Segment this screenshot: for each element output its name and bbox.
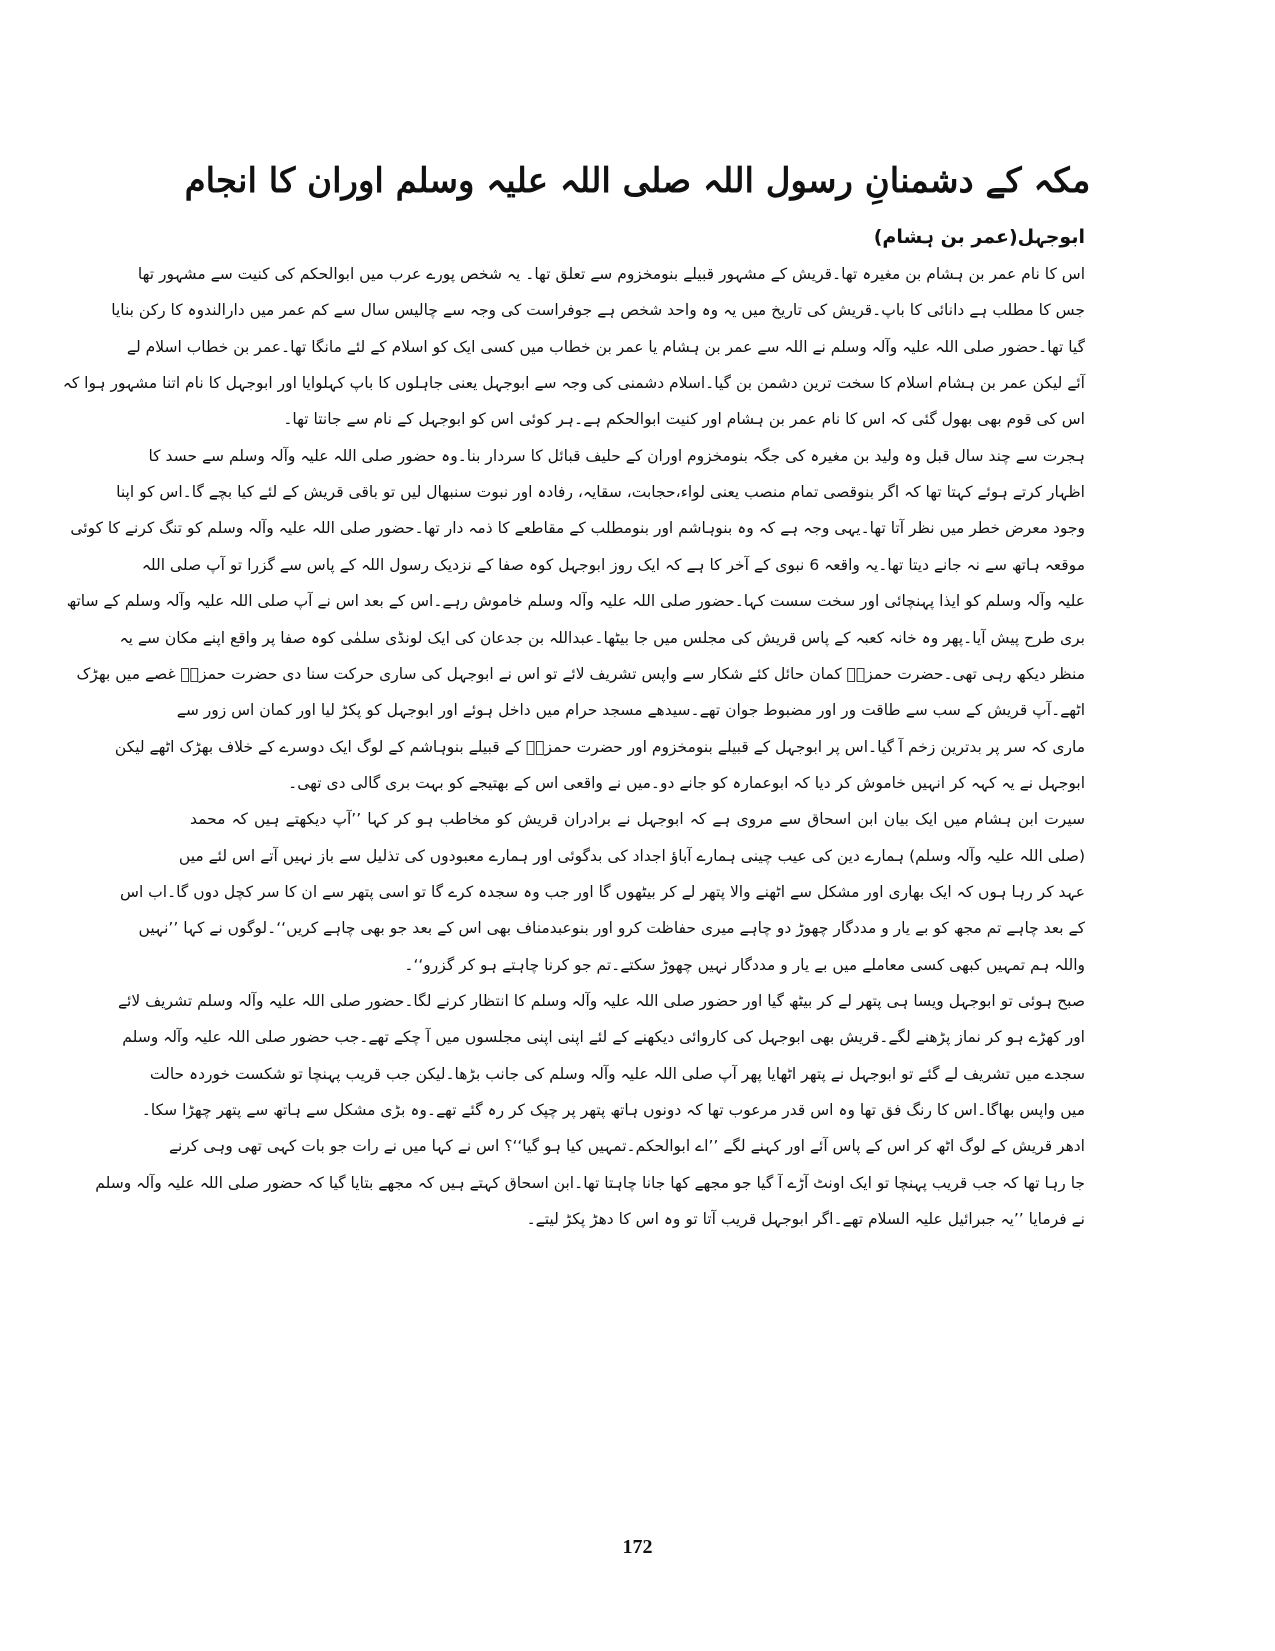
text-line: وجود معرض خطر میں نظر آتا تھا۔یہی وجہ ہے کہ وہ بنوہاشم اور بنومطلب کے مقاطعے کا ذمہ دار تھا۔حضور صلی اللہ علیہ وآلہ وسلم کو تنگ کرنے کا کوئی <box>70 519 1085 538</box>
page-number: 172 <box>622 1536 653 1558</box>
text-line: جا رہا تھا کہ جب قریب پہنچا تو ایک اونٹ آڑے آ گیا جو مجھے کھا جانا چاہتا تھا۔ابن اسحاق کہتے ہیں کہ مجھے بتایا گیا کہ حضور صلی اللہ علیہ وآلہ وسلم <box>95 1173 1085 1192</box>
text-line: گیا تھا۔حضور صلی اللہ علیہ وآلہ وسلم نے اللہ سے عمر بن ہشام یا عمر بن خطاب میں کسی ایک کو اسلام کے لئے مانگا تھا۔عمر بن خطاب اسلام لے <box>126 337 1085 356</box>
text-line: ماری کہ سر پر بدترین زخم آ گیا۔اس پر ابوجہل کے قبیلے بنومخزوم اور حضرت حمزہؓ کے قبیلے بنوہاشم کے لوگ ایک دوسرے کے خلاف بھڑک اٹھے لیکن <box>114 737 1085 756</box>
text-line: جس کا مطلب ہے دانائی کا باپ۔قریش کی تاریخ میں یہ وہ واحد شخص ہے جوفراست کی وجہ سے چالیس سال سے کم عمر میں دارالندوہ کا رکن بنایا <box>111 301 1085 320</box>
text-line: میں واپس بھاگا۔اس کا رنگ فق تھا وہ اس قدر مرعوب تھا کہ دونوں ہاتھ پتھر پر چپک کر رہ گئے تھے۔وہ بڑی مشکل سے ہاتھ سے پتھر چھڑا سکا۔ <box>141 1101 1085 1120</box>
text-line: اظہار کرتے ہوئے کہتا تھا کہ اگر بنوقصی تمام منصب یعنی لواء،حجابت، سقایہ، رفادہ اور نبوت سنبھال لیں تو باقی قریش کے لئے کیا بچے گا۔اس کو اپنا <box>116 483 1085 502</box>
text-line: صبح ہوئی تو ابوجہل ویسا ہی پتھر لے کر بیٹھ گیا اور حضور صلی اللہ علیہ وآلہ وسلم کا انتظار کرنے لگا۔حضور صلی اللہ علیہ وآلہ وسلم تشریف لائے <box>117 992 1085 1010</box>
text-line: اس کی قوم بھی بھول گئی کہ اس کا نام عمر بن ہشام اور کنیت ابوالحکم ہے۔ہر کوئی اس کو ابوجہل کے نام سے جانتا تھا۔ <box>283 410 1085 429</box>
page-title: مکہ کے دشمنانِ رسول اللہ صلی اللہ علیہ وسلم اوران کا انجام <box>184 161 1091 201</box>
text-line: علیہ وآلہ وسلم کو ایذا پہنچائی اور سخت سست کہا۔حضور صلی اللہ علیہ وآلہ وسلم خاموش رہے۔اس کے بعد اس نے آپ صلی اللہ علیہ وآلہ وسلم کے ساتھ <box>66 592 1085 611</box>
text-line: ادھر قریش کے لوگ اٹھ کر اس کے پاس آئے اور کہنے لگے ’’اے ابوالحکم۔تمہیں کیا ہو گیا‘‘؟ اس نے کہا میں نے رات جو بات کہی تھی وہی کرنے <box>168 1137 1085 1156</box>
text-line: بری طرح پیش آیا۔پھر وہ خانہ کعبہ کے پاس قریش کی مجلس میں جا بیٹھا۔عبداللہ بن جدعان کی ایک لونڈی سلمٰی کوہ صفا پر واقع اپنے مکان سے یہ <box>119 628 1085 647</box>
text-line: عہد کر رہا ہوں کہ ایک بھاری اور مشکل سے اٹھنے والا پتھر لے کر بیٹھوں گا اور جب وہ سجدہ کرے گا تو اسی پتھر سے ان کا سر کچل دوں گا۔اب اس <box>120 882 1085 901</box>
text-line: سجدے میں تشریف لے گئے تو ابوجہل نے پتھر اٹھایا پھر آپ صلی اللہ علیہ وآلہ وسلم کی جانب بڑھا۔لیکن جب قریب پہنچا تو شکست خوردہ حالت <box>149 1064 1085 1083</box>
text-line: کے بعد چاہے تم مجھ کو بے یار و مددگار چھوڑ دو چاہے میری حفاظت کرو اور بنوعبدمناف بھی اس کے بعد جو بھی چاہے کریں‘‘۔لوگوں نے کہا ’’نہیں <box>138 919 1085 938</box>
text-line: اس کا نام عمر بن ہشام بن مغیرہ تھا۔قریش کے مشہور قبیلے بنومخزوم سے تعلق تھا۔ یہ شخص پورے عرب میں ابوالحکم کی کنیت سے مشہور تھا <box>137 265 1085 283</box>
text-line: ہجرت سے چند سال قبل وہ ولید بن مغیرہ کی جگہ بنومخزوم اوران کے حلیف قبائل کا سردار بنا۔وہ حضور صلی اللہ علیہ وآلہ وسلم سے حسد کا <box>148 446 1085 465</box>
text-line: نے فرمایا ’’یہ جبرائیل علیہ السلام تھے۔اگر ابوجہل قریب آتا تو وہ اس کا دھڑ پکڑ لیتے۔ <box>526 1210 1085 1229</box>
text-line: موقعہ ہاتھ سے نہ جانے دیتا تھا۔یہ واقعہ 6 نبوی کے آخر کا ہے کہ ایک روز ابوجہل کوہ صفا کے نزدیک رسول اللہ کے پاس سے گزرا تو آپ صلی اللہ <box>141 555 1085 574</box>
text-line: ابوجہل نے یہ کہہ کر انہیں خاموش کر دیا کہ ابوعمارہ کو جانے دو۔میں نے واقعی اس کے بھتیجے کو بہت بری گالی دی تھی۔ <box>288 773 1085 792</box>
text-line: (صلی اللہ علیہ وآلہ وسلم) ہمارے دین کی عیب چینی ہمارے آباؤ اجداد کی بدگوئی اور ہمارے معبودوں کی تذلیل سے باز نہیں آتے اس لئے میں <box>178 846 1085 865</box>
text-line: سیرت ابن ہشام میں ایک بیان ابن اسحاق سے مروی ہے کہ ابوجہل نے برادران قریش کو مخاطب ہو کر کہا ’’آپ دیکھتے ہیں کہ محمد <box>190 810 1085 829</box>
section-heading: ابوجہل(عمر بن ہشام) <box>873 226 1085 248</box>
text-line: واللہ ہم تمہیں کبھی کسی معاملے میں بے یار و مددگار نہیں چھوڑ سکتے۔تم جو کرنا چاہتے ہو کر گزرو‘‘۔ <box>404 955 1085 974</box>
text-line: اٹھے۔آپ قریش کے سب سے طاقت ور اور مضبوط جوان تھے۔سیدھے مسجد حرام میں داخل ہوئے اور ابوجہل کو پکڑ لیا اور کمان اس زور سے <box>176 701 1085 720</box>
text-line: اور کھڑے ہو کر نماز پڑھنے لگے۔قریش بھی ابوجہل کی کاروائی دیکھنے کے لئے اپنی اپنی مجلسوں میں آ چکے تھے۔جب حضور صلی اللہ علیہ وآلہ وسلم <box>122 1028 1085 1047</box>
text-line: آئے لیکن عمر بن ہشام اسلام کا سخت ترین دشمن بن گیا۔اسلام دشمنی کی وجہ سے ابوجہل یعنی جاہلوں کا باپ کہلوایا اور ابوجہل کا نام اتنا مشہور ہوا کہ <box>62 374 1085 393</box>
text-line: منظر دیکھ رہی تھی۔حضرت حمزہؓ کمان حائل کئے شکار سے واپس تشریف لائے تو اس نے ابوجہل کی ساری حرکت سنا دی حضرت حمزہؓ غصے میں بھڑک <box>76 664 1085 683</box>
